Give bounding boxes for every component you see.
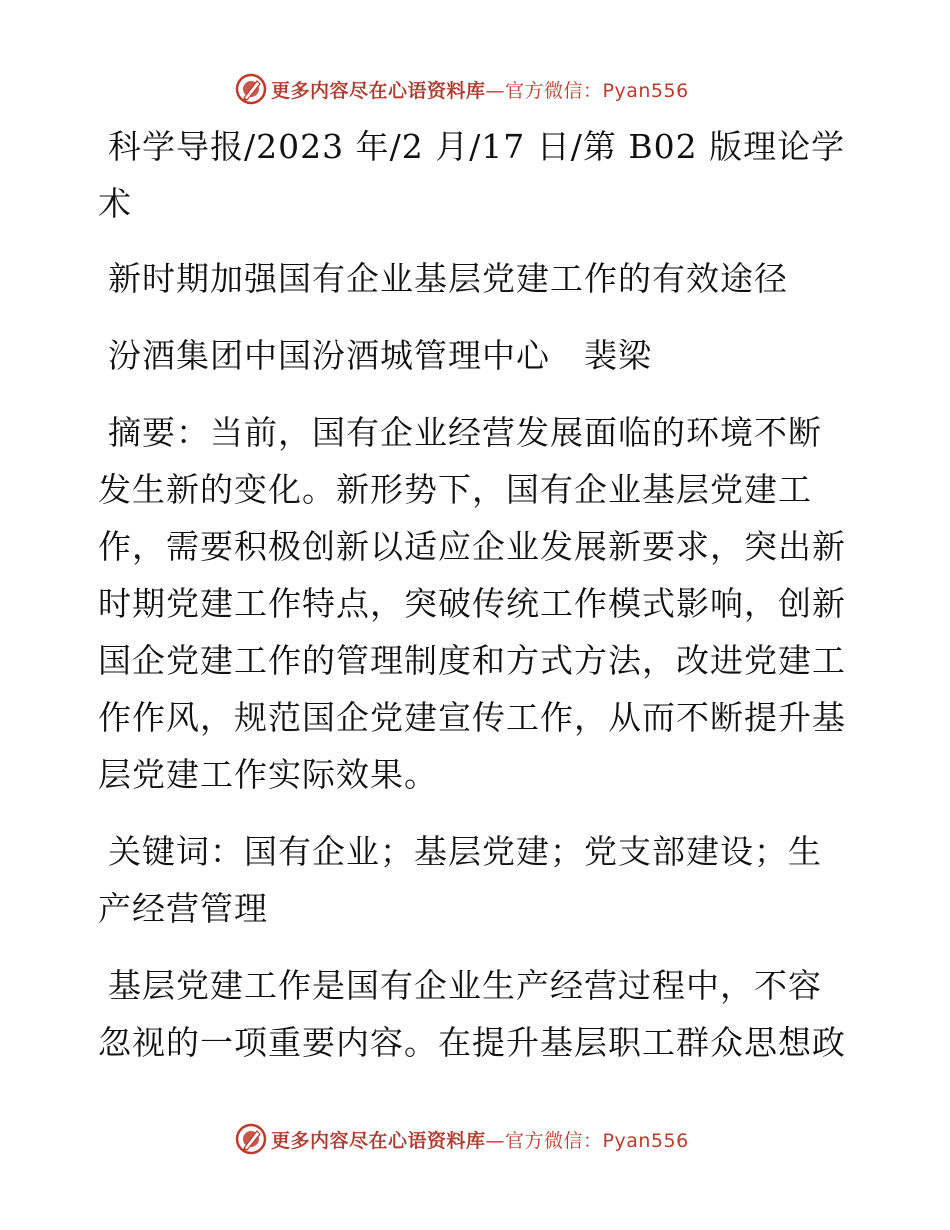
article-body: 基层党建工作是国有企业生产经营过程中，不容忽视的一项重要内容。在提升基层职工群众思想政 — [98, 966, 846, 1062]
article-keywords: 关键词：国有企业；基层党建；党支部建设；生产经营管理 — [98, 832, 822, 928]
article-abstract: 摘要：当前，国有企业经营发展面临的环境不断发生新的变化。新形势下，国有企业基层党建工作，需要积极创新以适应企业发展新要求，突出新时期党建工作特点，突破传统工作模式影响，创新国企党建工作的管理制度和方式方法，改进党建工作作风，规范国企党建宣传工作，从而不断提升基层党建工作实际效果。 — [98, 413, 846, 794]
watermark-main: 更多内容尽在心语资料库 — [271, 79, 486, 102]
article-content — [98, 118, 850, 1091]
watermark-separator: — — [485, 1129, 506, 1152]
article-title: 新时期加强国有企业基层党建工作的有效途径 — [108, 259, 788, 298]
pen-logo-icon — [235, 1123, 267, 1155]
watermark-text — [271, 1126, 689, 1153]
watermark-header — [235, 72, 755, 106]
watermark-wechat: 官方微信：Pyan556 — [505, 79, 689, 102]
pen-logo-icon — [235, 73, 267, 105]
article-source: 科学导报/2023 年/2 月/17 日/第 B02 版理论学术 — [98, 127, 846, 223]
watermark-wechat: 官方微信：Pyan556 — [505, 1129, 689, 1152]
watermark-footer — [235, 1122, 755, 1156]
watermark-separator: — — [485, 79, 506, 102]
watermark-main: 更多内容尽在心语资料库 — [271, 1129, 486, 1152]
watermark-text — [271, 76, 689, 103]
article-author: 汾酒集团中国汾酒城管理中心 裴梁 — [108, 336, 652, 375]
